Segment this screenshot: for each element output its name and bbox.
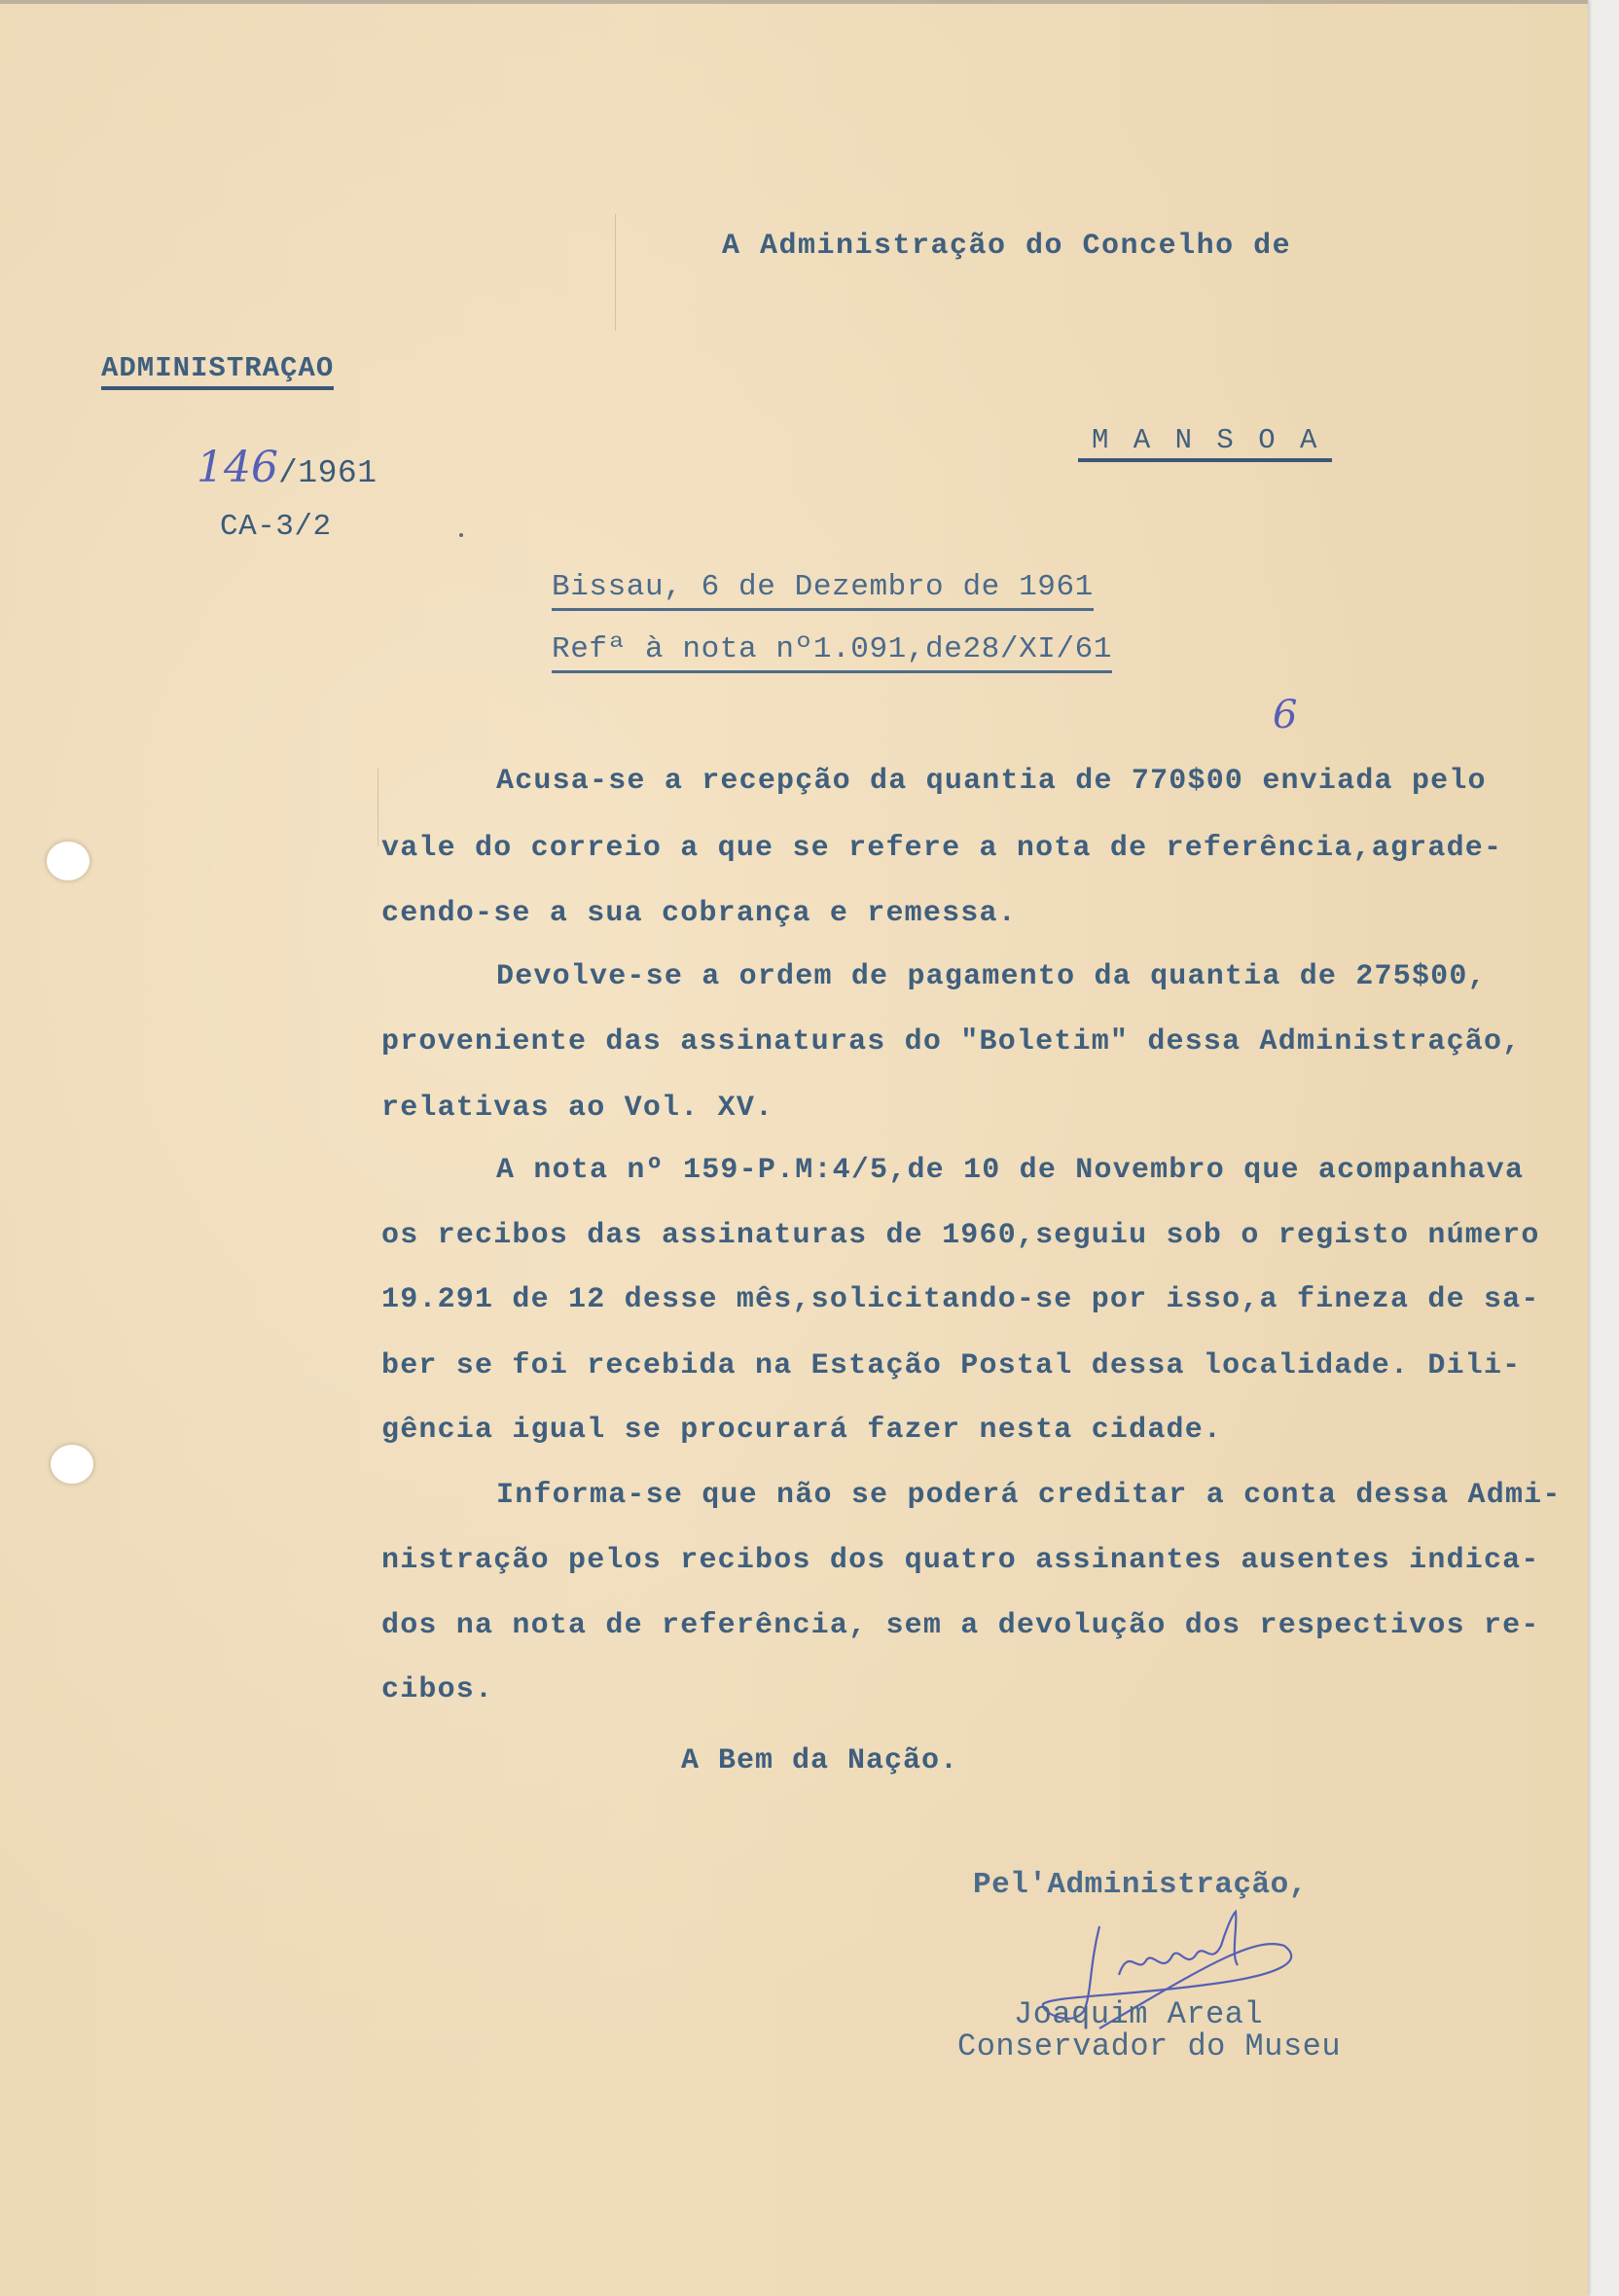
- body-line: ber se foi recebida na Estação Postal dessa localidade. Dili-: [381, 1349, 1522, 1382]
- body-line: relativas ao Vol. XV.: [381, 1092, 774, 1125]
- body-line: nistração pelos recibos dos quatro assinantes ausentes indica-: [381, 1544, 1540, 1577]
- place-date: Bissau, 6 de Dezembro de 1961: [552, 572, 1094, 611]
- signatory-name: Joaquim Areal: [1014, 1996, 1264, 2032]
- addressee-line: A Administração do Concelho de: [722, 230, 1292, 263]
- body-line: 19.291 de 12 desse mês,solicitando-se por isso,a fineza de sa-: [381, 1283, 1540, 1316]
- typed-year: /1961: [277, 455, 378, 491]
- body-line: proveniente das assinaturas do "Boletim" dessa Administração,: [381, 1025, 1522, 1058]
- reference-line: Refª à nota nº1.091,de28/XI/61: [552, 634, 1112, 673]
- signatory-title: Conservador do Museu: [957, 2028, 1342, 2064]
- department-heading: ADMINISTRAÇAO: [101, 354, 334, 390]
- closing-salutation: A Bem da Nação.: [681, 1744, 959, 1777]
- body-line: vale do correio a que se refere a nota de referência,agrade-: [381, 832, 1503, 865]
- body-line: os recibos das assinaturas de 1960,seguiu sob o registo número: [381, 1219, 1540, 1252]
- ink-speck: [459, 533, 463, 537]
- svg-text:JAreal: JAreal: [1031, 1907, 1035, 1908]
- reference-number: [197, 443, 378, 492]
- page-top-edge: [0, 0, 1588, 4]
- punch-hole-bottom: [51, 1445, 93, 1484]
- body-line: A nota nº 159-P.M:4/5,de 10 de Novembro que acompanhava: [496, 1154, 1525, 1187]
- handwritten-annotation: 6: [1273, 693, 1298, 737]
- body-line: cibos.: [381, 1673, 494, 1706]
- body-line: Informa-se que não se poderá creditar a conta dessa Admi-: [496, 1479, 1562, 1512]
- body-line: Acusa-se a recepção da quantia de 770$00 enviada pelo: [496, 765, 1487, 798]
- on-behalf-line: Pel'Administração,: [973, 1868, 1308, 1902]
- body-line: gência igual se procurará fazer nesta cidade.: [381, 1414, 1223, 1447]
- paper-crease: [615, 214, 616, 331]
- body-line: Devolve-se a ordem de pagamento da quantia de 275$00,: [496, 960, 1487, 993]
- file-code: CA-3/2: [220, 510, 332, 544]
- addressee-place: M A N S O A: [1078, 426, 1332, 462]
- punch-hole-top: [47, 842, 90, 880]
- handwritten-number: 146: [197, 443, 278, 492]
- body-line: dos na nota de referência, sem a devolução dos respectivos re-: [381, 1609, 1540, 1642]
- body-line: cendo-se a sua cobrança e remessa.: [381, 897, 1017, 930]
